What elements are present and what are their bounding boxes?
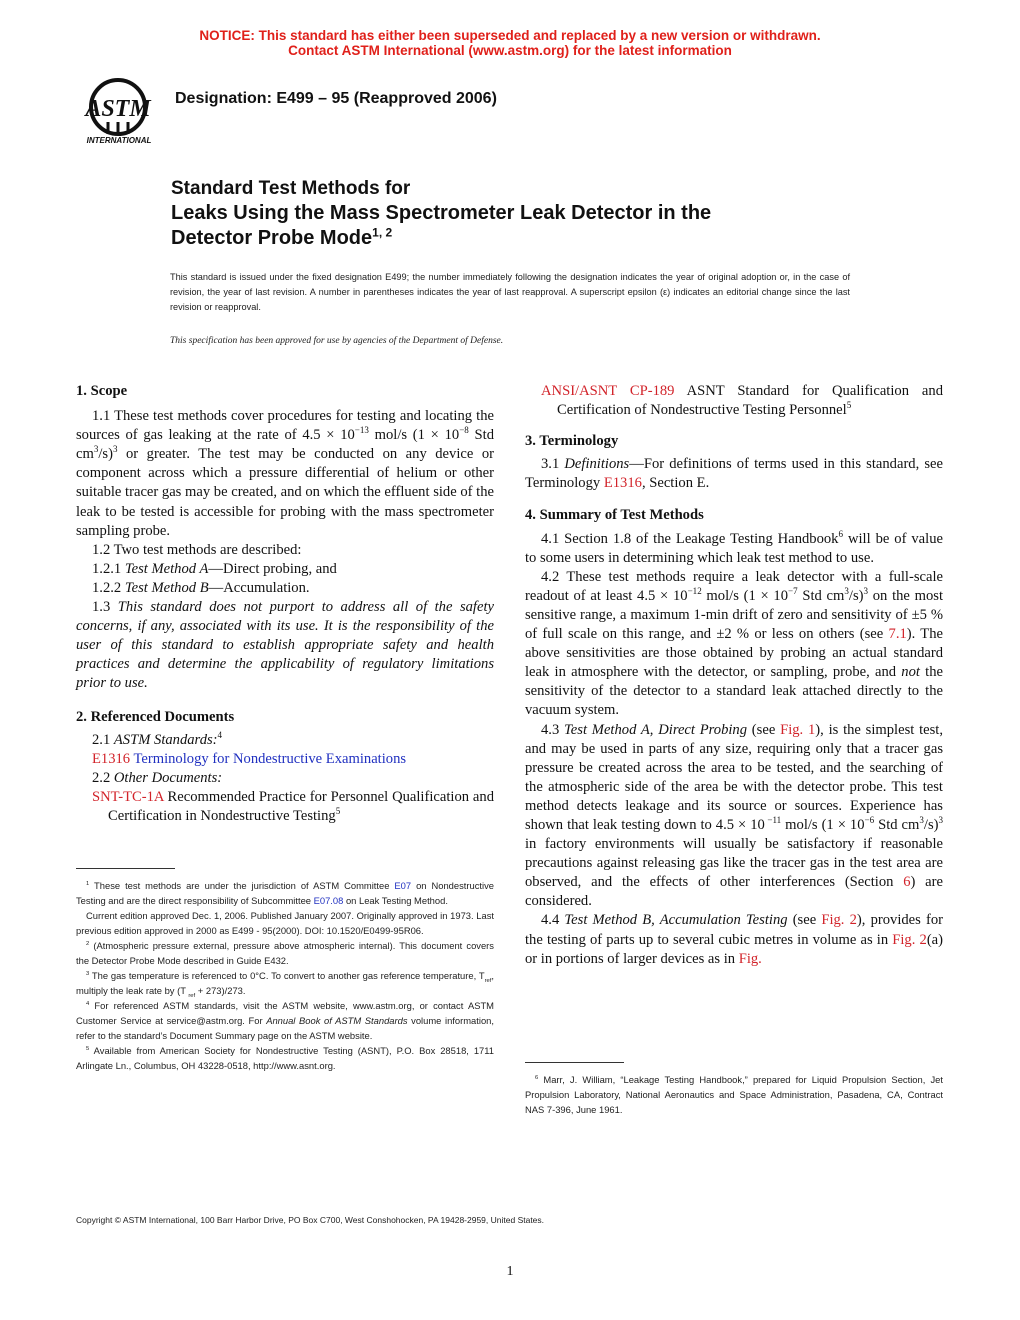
section-6-link[interactable]: 6 bbox=[903, 874, 911, 891]
footnote-3: $^3$ The gas temperature is referenced to 0°C. To convert to another gas reference temperature, $T_{ref}$, multiply the leak rate by (T $_{ref}$ + 273)/273. bbox=[76, 970, 494, 999]
right-column bbox=[525, 382, 943, 969]
footnote-1-edition: Current edition approved Dec. 1, 2006. Published January 2007. Originally approved in 1973. Last previous edition approved in 2000 as E499 - 95(2000). DOI: 10.1520/E0499-95R06. bbox=[76, 910, 494, 936]
page-number: 1 bbox=[506, 1264, 514, 1279]
para-1-2: 1.2 Two test methods are described: bbox=[92, 541, 302, 558]
astm-logo bbox=[76, 76, 160, 148]
para-2-1: 2.1 ASTM Standards:$^4$ bbox=[92, 729, 223, 748]
para-4-3: 4.3 Test Method A, Direct Probing (see Fig. 1), is the simplest test, and may be used in parts of any size, requiring only that a tracer gas pressure be created across the area to be tested, and the searching of the atmospheric side of the area be with the detector probe. This test method detects leakage and its source or sources. Experience has shown that leak testing down to 4.5 × 10 $^{-11}$ mol/s ($1 \times 10^{-6}$ Std $cm^3/s)^3$ in factory environments will usually be satisfactory if reasonable precautions against releasing gas like the tracer gas in the test area are observed, and the effects of other interferences (Section 6) are considered. bbox=[525, 721, 944, 910]
para-4-2: 4.2 These test methods require a leak detector with a full-scale readout of at least $4.5 \times 10^{-12}$ mol/s ($1 \times 10^{-7}$ Std $cm^3/s)^3$ on the most sensitive range, a maximum 1-min drift of zero and sensitivity of ±5 % of full scale on this range, and ±2 % or less on others (see 7.1). The above sensitivities are those obtained by probing an actual standard leak in atmosphere with the detector, or sampling, probe, and not the sensitivity of the detector to a standard leak attached directly to the vacuum system. bbox=[525, 568, 944, 719]
ref-ansi-asnt-cp-189: ANSI/ASNT CP-189 ASNT Standard for Qualification and Certification of Nondestructive Testing Personnel$^5$ bbox=[541, 383, 943, 419]
fig-2-link[interactable]: Fig. 2 bbox=[821, 912, 857, 929]
fig-2a-link[interactable]: Fig. 2 bbox=[892, 931, 927, 948]
footnote-4: $^4$ For referenced ASTM standards, visit the ASTM website, www.astm.org, or contact ASTM Customer Service at service@astm.org. For Annual Book of ASTM Standards volume information, refer to the standard’s Document Summary page on the ASTM website. bbox=[76, 1000, 494, 1041]
e07-08-link[interactable]: E07.08 bbox=[313, 895, 344, 906]
fig-link[interactable]: Fig. bbox=[738, 950, 762, 967]
para-3-1: 3.1 Definitions—For definitions of terms used in this standard, see Terminology E1316, Section E. bbox=[525, 456, 944, 492]
e1316-title-link[interactable]: Terminology for Nondestructive Examinations bbox=[133, 750, 407, 767]
footnote-rule-right bbox=[525, 1062, 624, 1063]
para-4-1: 4.1 Section 1.8 of the Leakage Testing Handbook$^6$ will be of value to some users in determining which leak test method to use. bbox=[525, 528, 943, 566]
dod-approval-note: This specification has been approved for use by agencies of the Department of Defense. bbox=[170, 336, 504, 346]
footnotes-left bbox=[76, 878, 494, 1073]
document-title bbox=[171, 176, 711, 251]
para-4-4: 4.4 Test Method B, Accumulation Testing (see Fig. 2), provides for the testing of parts up to several cubic metres in volume as in Fig. 2(a) or in portions of larger devices as in Fig. bbox=[525, 912, 944, 967]
title-line-2: Leaks Using the Mass Spectrometer Leak Detector in the bbox=[171, 202, 712, 224]
summary-heading: 4. Summary of Test Methods bbox=[525, 507, 704, 524]
withdrawal-notice bbox=[0, 28, 1020, 58]
notice-line-1: NOTICE: This standard has either been superseded and replaced by a new version or withdrawn. bbox=[199, 28, 821, 43]
para-2-2: 2.2 Other Documents: bbox=[92, 769, 223, 786]
section-7-1-link[interactable]: 7.1 bbox=[888, 626, 907, 643]
para-1-1: 1.1 These test methods cover procedures for testing and locating the sources of gas leaking at the rate of $4.5 \times 10^{-13}$ mol/s ($1 \times 10^{-8}$ Std $cm^3/s)^3$ or greater. The test may be conducted on any device or component across which a pressure differential of helium or other suitable tracer gas may be created, and on which the effluent side of the leak to be tested is accessible for probing with the mass spectrometer sampling probe. bbox=[76, 408, 494, 539]
logo-international: INTERNATIONAL bbox=[86, 136, 152, 145]
scope-heading: 1. Scope bbox=[76, 383, 128, 399]
refdocs-heading: 2. Referenced Documents bbox=[76, 708, 235, 725]
ref-snt-tc-1a: SNT-TC-1A Recommended Practice for Personnel Qualification and Certification in Nondestructive Testing$^5$ bbox=[92, 788, 494, 824]
e07-link[interactable]: E07 bbox=[394, 880, 412, 891]
footnotes-right bbox=[525, 1072, 943, 1117]
left-column bbox=[76, 382, 494, 826]
terminology-e1316-link[interactable]: E1316 bbox=[603, 475, 642, 492]
footnote-2: $^2$ (Atmospheric pressure external, pressure above atmospheric internal). This document covers the Detector Probe Mode described in Guide E432. bbox=[76, 940, 494, 966]
footnote-6: $^6$ Marr, J. William, “Leakage Testing Handbook,” prepared for Liquid Propulsion Section, Jet Propulsion Laboratory, National Aeronautics and Space Administration, Pasadena, CA, Contract NAS 7-396, June 1961. bbox=[525, 1074, 943, 1115]
snt-tc-1a-link[interactable]: SNT-TC-1A bbox=[92, 788, 164, 805]
fig-1-link[interactable]: Fig. 1 bbox=[780, 721, 816, 738]
designation: Designation: E499 – 95 (Reapproved 2006) bbox=[175, 90, 497, 107]
ansi-asnt-cp-189-link[interactable]: ANSI/ASNT CP-189 bbox=[541, 383, 675, 399]
copyright: Copyright © ASTM International, 100 Barr Harbor Drive, PO Box C700, West Conshohocken, PA 19428-2959, United States. bbox=[76, 1215, 545, 1225]
para-1-3: 1.3 This standard does not purport to address all of the safety concerns, if any, associated with its use. It is the responsibility of the user of this standard to establish appropriate safety and health practices and determine the applicability of regulatory limitations prior to use. bbox=[76, 599, 494, 692]
title-line-3: Detector Probe Mode$^{1, 2}$ bbox=[171, 225, 393, 249]
issue-note: This standard is issued under the fixed designation E499; the number immediately following the designation indicates the year of original adoption or, in the case of revision, the year of last revision. A number in parentheses indicates the year of last reapproval. A superscript epsilon (ε) indicates an editorial change since the last revision or reapproval. bbox=[170, 272, 850, 312]
terminology-heading: 3. Terminology bbox=[525, 433, 619, 450]
ref-e1316 bbox=[76, 750, 494, 769]
title-line-1: Standard Test Methods for bbox=[171, 178, 411, 199]
astm-logo-letters: ASTM bbox=[85, 96, 151, 122]
e1316-link[interactable]: E1316 bbox=[92, 750, 131, 767]
para-1-2-2: 1.2.2 Test Method B—Accumulation. bbox=[92, 579, 310, 596]
para-1-2-1: 1.2.1 Test Method A—Direct probing, and bbox=[92, 560, 337, 577]
notice-line-2: Contact ASTM International (www.astm.org) for the latest information bbox=[288, 43, 732, 58]
footnote-5: $^5$ Available from American Society for Nondestructive Testing (ASNT), P.O. Box 28518, 1711 Arlingate Ln., Columbus, OH 43228-0518, http://www.asnt.org. bbox=[76, 1045, 494, 1071]
footnote-1: $^1$ These test methods are under the jurisdiction of ASTM Committee E07 on Nondestructive Testing and are the direct responsibility of Subcommittee E07.08 on Leak Testing Method. bbox=[76, 880, 494, 906]
footnote-rule-left bbox=[76, 868, 175, 869]
